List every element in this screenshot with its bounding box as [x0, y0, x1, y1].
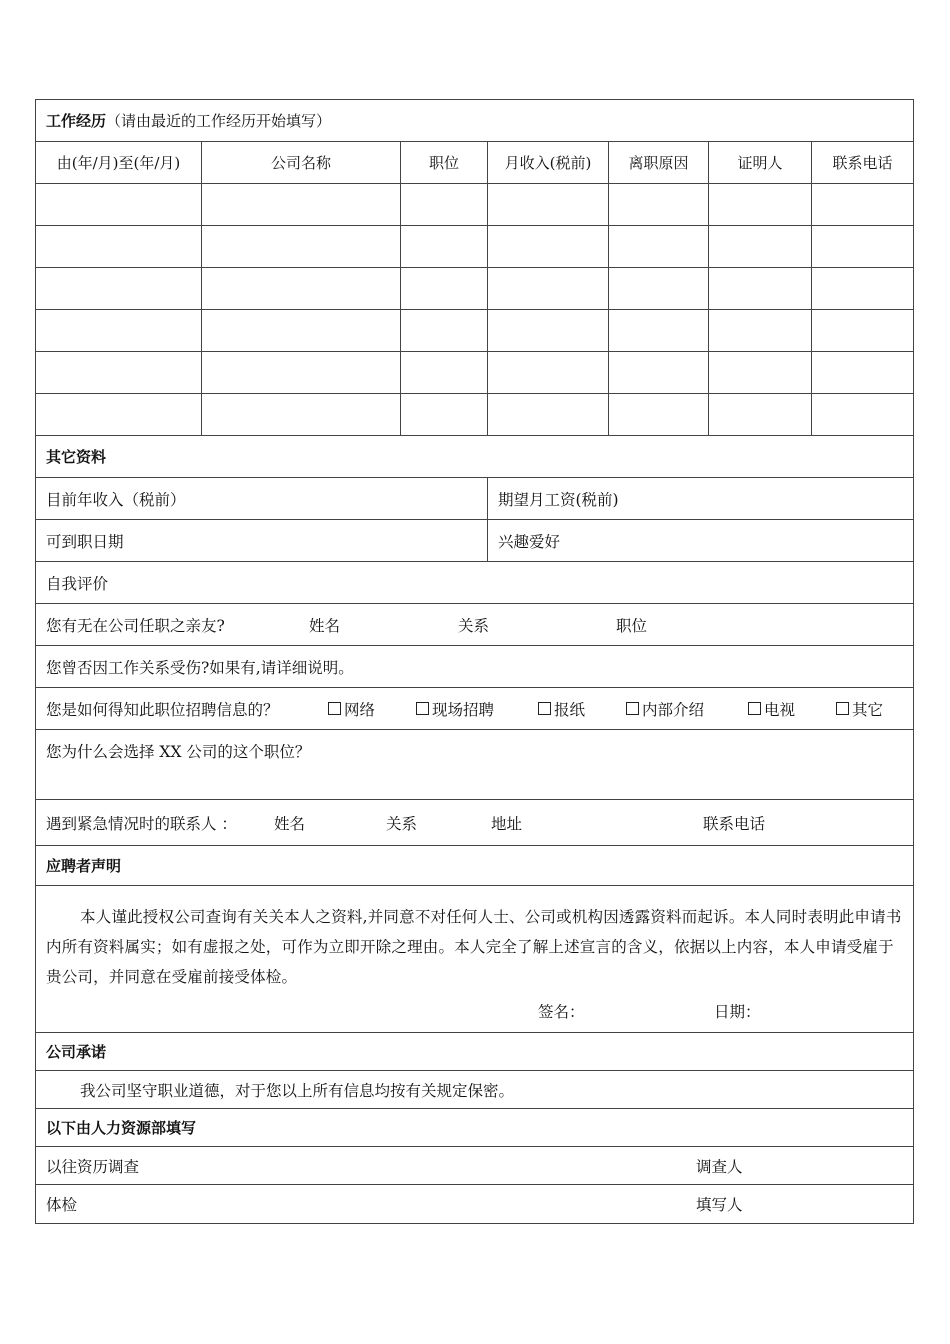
relatives-name-label: 姓名	[309, 616, 341, 635]
emergency-label: 遇到紧急情况时的联系人 ：	[46, 814, 237, 833]
current-annual-income-field[interactable]: 目前年收入（税前）	[36, 478, 488, 519]
work-history-row	[36, 352, 913, 394]
column-header: 离职原因	[609, 142, 709, 183]
table-cell[interactable]	[709, 310, 812, 351]
source-question: 您是如何得知此职位招聘信息的？	[46, 700, 279, 719]
table-cell[interactable]	[609, 226, 709, 267]
table-cell[interactable]	[609, 352, 709, 393]
emergency-relation-label: 关系	[386, 814, 418, 833]
work-history-row	[36, 394, 913, 436]
background-check-row[interactable]	[36, 1147, 913, 1185]
table-cell[interactable]	[36, 268, 202, 309]
table-cell[interactable]	[202, 394, 401, 435]
checkbox-icon[interactable]	[538, 702, 551, 715]
hobbies-field[interactable]: 兴趣爱好	[498, 532, 561, 551]
option-label: 其它	[852, 700, 884, 719]
table-cell[interactable]	[401, 394, 488, 435]
section-note: （请由最近的工作经历开始填写）	[106, 112, 332, 130]
table-cell[interactable]	[609, 184, 709, 225]
table-cell[interactable]	[36, 310, 202, 351]
work-history-row	[36, 310, 913, 352]
relatives-question: 您有无在公司任职之亲友?	[46, 616, 225, 635]
medical-exam-row[interactable]	[36, 1185, 913, 1223]
section-title: 应聘者声明	[46, 857, 122, 875]
injury-question: 您曾否因工作关系受伤?如果有,请详细说明。	[46, 658, 354, 677]
table-cell[interactable]	[488, 352, 609, 393]
table-cell[interactable]	[709, 394, 812, 435]
relatives-position-label: 职位	[616, 616, 648, 635]
filler-label: 填写人	[696, 1196, 743, 1214]
table-cell[interactable]	[401, 352, 488, 393]
table-cell[interactable]	[709, 184, 812, 225]
table-cell[interactable]	[812, 310, 913, 351]
source-option-tv[interactable]	[748, 688, 795, 729]
table-cell[interactable]	[609, 394, 709, 435]
signature-label: 签名：	[538, 1003, 585, 1021]
self-evaluation-label: 自我评价	[46, 574, 109, 593]
application-form	[35, 99, 914, 1224]
table-cell[interactable]	[36, 394, 202, 435]
checkbox-icon[interactable]	[416, 702, 429, 715]
income-row	[36, 478, 913, 520]
table-cell[interactable]	[609, 310, 709, 351]
option-label: 网络	[344, 700, 376, 719]
option-label: 电视	[764, 700, 796, 719]
injury-row[interactable]	[36, 646, 913, 688]
emergency-address-label: 地址	[491, 814, 523, 833]
table-cell[interactable]	[488, 268, 609, 309]
work-history-row	[36, 184, 913, 226]
column-header: 月收入(税前)	[488, 142, 609, 183]
table-cell[interactable]	[36, 226, 202, 267]
source-option-internet[interactable]	[328, 688, 375, 729]
declaration-section-header	[36, 846, 913, 886]
work-history-row	[36, 226, 913, 268]
column-header: 由(年/月)至(年/月)	[36, 142, 202, 183]
table-cell[interactable]	[401, 226, 488, 267]
why-question: 您为什么会选择 XX 公司的这个职位？	[46, 743, 311, 761]
table-cell[interactable]	[202, 352, 401, 393]
column-header: 联系电话	[832, 154, 893, 172]
relatives-relation-label: 关系	[458, 616, 490, 635]
emergency-contact-row[interactable]	[36, 800, 913, 846]
why-row[interactable]	[36, 730, 913, 800]
source-row	[36, 688, 913, 730]
investigator-label: 调查人	[696, 1157, 743, 1176]
table-cell[interactable]	[709, 268, 812, 309]
option-label: 内部介绍	[642, 700, 705, 719]
table-cell[interactable]	[812, 184, 913, 225]
relatives-row[interactable]	[36, 604, 913, 646]
source-option-newspaper[interactable]	[538, 688, 585, 729]
checkbox-icon[interactable]	[626, 702, 639, 715]
table-cell[interactable]	[812, 352, 913, 393]
source-option-referral[interactable]	[626, 688, 704, 729]
option-label: 报纸	[554, 700, 586, 719]
expected-salary-field[interactable]: 期望月工资(税前)	[498, 490, 619, 509]
table-cell[interactable]	[488, 310, 609, 351]
section-title: 公司承诺	[46, 1043, 107, 1061]
emergency-phone-label: 联系电话	[703, 814, 766, 833]
table-cell[interactable]	[609, 268, 709, 309]
checkbox-icon[interactable]	[328, 702, 341, 715]
table-cell[interactable]	[401, 310, 488, 351]
table-cell[interactable]	[36, 184, 202, 225]
table-cell[interactable]	[202, 268, 401, 309]
availability-row	[36, 520, 913, 562]
column-header: 公司名称	[202, 142, 401, 183]
table-cell[interactable]	[401, 184, 488, 225]
work-history-section-header	[36, 100, 913, 142]
date-label: 日期：	[714, 1003, 761, 1021]
column-header: 职位	[401, 142, 488, 183]
medical-exam-label: 体检	[46, 1196, 78, 1214]
self-evaluation-row[interactable]	[36, 562, 913, 604]
commitment-section-header	[36, 1033, 913, 1071]
table-cell[interactable]	[488, 226, 609, 267]
declaration-text: 本人谨此授权公司查询有关关本人之资料,并同意不对任何人士、公司或机构因透露资料而起诉。本人同时表明此申请书内所有资料属实；如有虚报之处，可作为立即开除之理由。本人完全了解上述宣言的含义，依据以上内容，本人申请受雇于贵公司，并同意在受雇前接受体检。	[46, 908, 902, 986]
section-title: 其它资料	[46, 448, 107, 466]
checkbox-icon[interactable]	[836, 702, 849, 715]
table-cell[interactable]	[709, 226, 812, 267]
table-cell[interactable]	[202, 310, 401, 351]
table-cell[interactable]	[202, 226, 401, 267]
column-header: 证明人	[709, 142, 812, 183]
background-check-label: 以往资历调查	[46, 1157, 140, 1176]
other-info-section-header	[36, 436, 913, 478]
table-cell[interactable]	[812, 226, 913, 267]
table-cell[interactable]	[812, 268, 913, 309]
section-title: 以下由人力资源部填写	[46, 1119, 197, 1137]
hr-section-header	[36, 1109, 913, 1147]
table-cell[interactable]	[401, 268, 488, 309]
option-label: 现场招聘	[432, 700, 495, 719]
source-option-job-fair[interactable]	[416, 688, 494, 729]
table-cell[interactable]	[709, 352, 812, 393]
table-cell[interactable]	[202, 184, 401, 225]
work-history-row	[36, 268, 913, 310]
table-cell[interactable]	[488, 394, 609, 435]
checkbox-icon[interactable]	[748, 702, 761, 715]
declaration-body	[36, 886, 913, 1033]
table-cell[interactable]	[488, 184, 609, 225]
commitment-text: 我公司坚守职业道德，对于您以上所有信息均按有关规定保密。	[80, 1081, 515, 1100]
source-option-other[interactable]	[836, 688, 883, 729]
emergency-name-label: 姓名	[274, 814, 306, 833]
commitment-body	[36, 1071, 913, 1109]
work-history-column-headers	[36, 142, 913, 184]
table-cell[interactable]	[812, 394, 913, 435]
table-cell[interactable]	[36, 352, 202, 393]
section-title: 工作经历	[46, 112, 107, 130]
available-date-field[interactable]: 可到职日期	[36, 520, 488, 561]
